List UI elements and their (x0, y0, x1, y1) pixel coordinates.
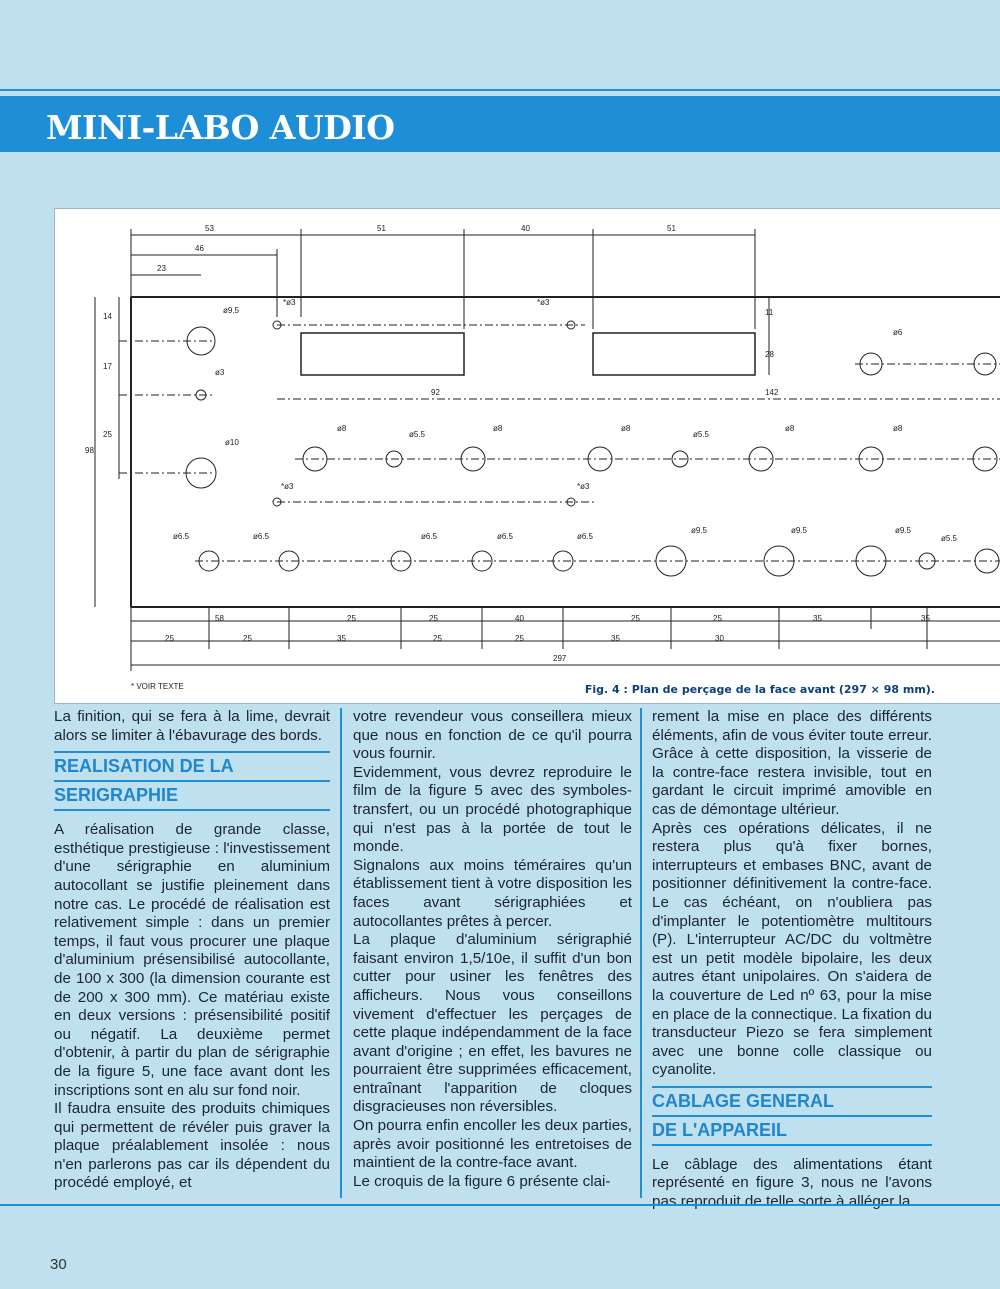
label-d10: ø10 (225, 438, 239, 447)
label-d8-c: ø8 (621, 424, 631, 433)
dim-bottom-25c: 25 (631, 614, 640, 623)
dim-bottom-35a: 35 (813, 614, 822, 623)
label-d6: ø6 (893, 328, 903, 337)
dim-bottom-25b: 25 (429, 614, 438, 623)
label-star-d3-c: *ø3 (281, 482, 294, 491)
article-column-2 (353, 708, 632, 1191)
paragraph: votre revendeur vous conseillera mieux que nous en fonction de ce qu'il pourra vous fournir. (353, 708, 632, 763)
dim-bottom-58: 58 (215, 614, 224, 623)
label-d6-5-b: ø6.5 (253, 532, 270, 541)
label-d6-5-a: ø6.5 (173, 532, 190, 541)
dim-bottom2-25d: 25 (515, 634, 524, 643)
figure-caption: Fig. 4 : Plan de perçage de la face avant (297 × 98 mm). (584, 683, 935, 696)
dim-142: 142 (765, 388, 779, 397)
label-d3: ø3 (215, 368, 225, 377)
page-title: MINI-LABO AUDIO (46, 108, 395, 147)
label-d6-5-c: ø6.5 (421, 532, 438, 541)
dim-bottom2-25b: 25 (243, 634, 252, 643)
dim-bottom2-35b: 35 (611, 634, 620, 643)
dim-total-297: 297 (553, 654, 567, 663)
label-star-d3-d: *ø3 (577, 482, 590, 491)
label-d5-5-a: ø5.5 (409, 430, 426, 439)
figure-note: * VOIR TEXTE (131, 682, 184, 691)
dim-bottom-40: 40 (515, 614, 524, 623)
dim-top-46: 46 (195, 244, 204, 253)
label-d8-a: ø8 (337, 424, 347, 433)
paragraph: Le câblage des alimentations étant représenté en figure 3, nous ne l'avons pas reproduit de telle sorte à alléger la (652, 1155, 932, 1211)
dim-right-11: 11 (765, 308, 774, 317)
label-d9-5-d: ø9.5 (895, 526, 912, 535)
drilling-plan-drawing (55, 209, 1000, 703)
dim-bottom2-25a: 25 (165, 634, 174, 643)
header-banner (0, 96, 1000, 152)
paragraph: La plaque d'aluminium sérigraphié faisant environ 1,5/10e, il suffit d'un bon cutter pour usiner les fenêtres des afficheurs. Nous vous conseillons vivement d'effectuer les perçages de cette plaque indépendamment de la face avant d'origine ; en effet, les bavures ne pourraient être supprimées efficacement, entraînant l'apparition de cloques disgracieuses non réversibles. (353, 931, 632, 1116)
dim-left-17: 17 (103, 362, 112, 371)
label-d9-5-b: ø9.5 (691, 526, 708, 535)
dim-bottom2-30: 30 (715, 634, 724, 643)
column-rule-2 (640, 708, 642, 1198)
section-heading-cablage (652, 1086, 932, 1146)
dim-top-40: 40 (521, 224, 530, 233)
heading-line: CABLAGE GENERAL (652, 1090, 835, 1111)
label-d9-5-c: ø9.5 (791, 526, 808, 535)
label-star-d3-a: *ø3 (283, 298, 296, 307)
dim-92: 92 (431, 388, 440, 397)
drilling-plan-figure (54, 208, 1000, 704)
paragraph: rement la mise en place des différents éléments, afin de vous éviter toute erreur. Grâce à cette disposition, la visserie de la contre-face restera invisible, tout en gardant le circuit imprimé amovible en cas de démontage ultérieur. (652, 708, 932, 818)
dim-left-14: 14 (103, 312, 112, 321)
dim-left-98: 98 (85, 446, 94, 455)
top-rule (0, 89, 1000, 91)
dim-top-51a: 51 (377, 224, 386, 233)
dim-top-23: 23 (157, 264, 166, 273)
dim-bottom2-35a: 35 (337, 634, 346, 643)
label-d8-b: ø8 (493, 424, 503, 433)
paragraph: Après ces opérations délicates, il ne restera plus qu'à fixer bornes, interrupteurs et embases BNC, avant de positionner définitivement la contre-face. Le cas échéant, on n'oubliera pas d'implanter le potentiomètre multitours (P). L'interrupteur AC/DC du voltmètre est un petit modèle bipolaire, les deux autres étant unipolaires. On s'aidera de la couverture de Led nº 63, pour la mise en place de la connectique. La fixation du transducteur Piezo se fera simplement avec une bonne colle classique ou cyanolite. (652, 819, 932, 1079)
bottom-rule (0, 1204, 1000, 1216)
label-d8-d: ø8 (785, 424, 795, 433)
paragraph: A réalisation de grande classe, esthétique prestigieuse : l'investissement d'une sérigraphie en aluminium autocollant se justifie pleinement dans notre cas. Le procédé de réalisation est relativement simple : dans un premier temps, il faut vous procurer une plaque d'aluminium présensibilisé autocollante, de 100 x 300 (la dimension courante est de 200 x 300 mm). Ce matériau existe en deux versions : présensibilité positif ou négatif. La deuxième permet d'obtenir, à partir du plan de sérigraphie de la figure 5, une face avant dont les inscriptions sont en alu sur fond noir. (54, 821, 330, 1099)
heading-line: SERIGRAPHIE (54, 780, 330, 809)
label-d9-5: ø9.5 (223, 306, 240, 315)
heading-line: REALISATION DE LA (54, 756, 234, 777)
paragraph: Signalons aux moins téméraires qu'un établissement tient à votre disposition les faces avant sérigraphiées et autocollantes prêtes à percer. (353, 856, 632, 930)
heading-line: DE L'APPAREIL (652, 1115, 932, 1144)
paragraph: La finition, qui se fera à la lime, devrait alors se limiter à l'ébavurage des bords. (54, 708, 330, 744)
paragraph: On pourra enfin encoller les deux parties, après avoir positionné les entretoises de maintient de la contre-face avant. (353, 1117, 632, 1172)
article-column-1 (54, 708, 330, 1193)
label-d6-5-d: ø6.5 (497, 532, 514, 541)
dim-bottom2-25c: 25 (433, 634, 442, 643)
dim-bottom-35b: 35 (921, 614, 930, 623)
dim-top-53: 53 (205, 224, 214, 233)
paragraph: Le croquis de la figure 6 présente clai- (353, 1172, 611, 1190)
label-star-d3-b: *ø3 (537, 298, 550, 307)
dim-right-28: 28 (765, 350, 774, 359)
label-d8-e: ø8 (893, 424, 903, 433)
column-rule-1 (340, 708, 342, 1198)
dim-left-25: 25 (103, 430, 112, 439)
label-d5-5-c: ø5.5 (941, 534, 958, 543)
dim-bottom-25a: 25 (347, 614, 356, 623)
dim-bottom-25d: 25 (713, 614, 722, 623)
label-d5-5-b: ø5.5 (693, 430, 710, 439)
page-number: 30 (50, 1256, 67, 1273)
dim-top-51b: 51 (667, 224, 676, 233)
paragraph: Evidemment, vous devrez reproduire le film de la figure 5 avec des symboles-transfert, ou un procédé photographique qui n'est pas à la portée de tout le monde. (353, 763, 632, 856)
article-column-3 (652, 708, 932, 1212)
section-heading-serigraphie (54, 751, 330, 811)
paragraph: Il faudra ensuite des produits chimiques qui permettent de révéler puis graver la plaque préalablement insolée : nous n'en parlerons pas car ils dépendent du procédé employé, et (54, 1100, 330, 1192)
label-d6-5-e: ø6.5 (577, 532, 594, 541)
